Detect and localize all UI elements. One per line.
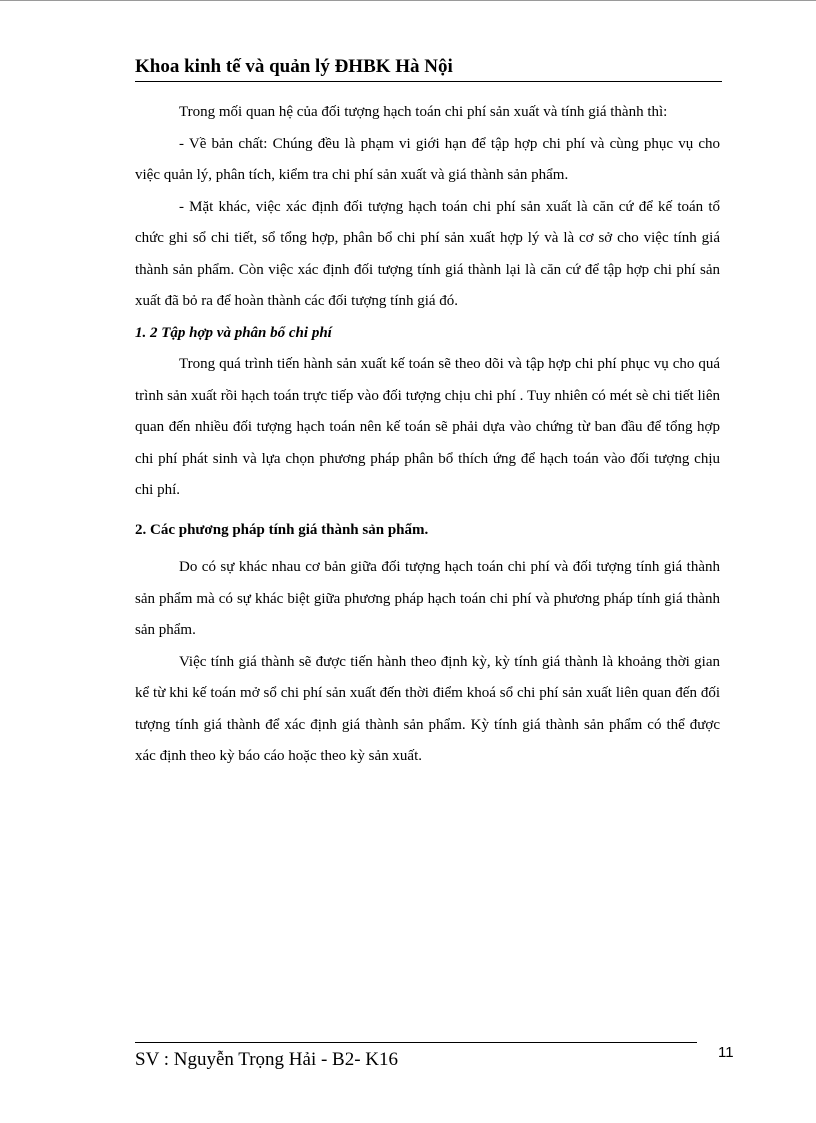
- document-body: [135, 97, 720, 773]
- footer-author: SV : Nguyễn Trọng Hải - B2- K16: [135, 1049, 399, 1070]
- paragraph-other-hand: - Mặt khác, việc xác định đối tượng hạch toán chi phí sản xuất là căn cứ để kế toán tổ chức ghi sổ chi tiết, sổ tổng hợp, phân bổ chi phí sản xuất hợp lý và là cơ sở cho việc tính giá thành sản phẩm. Còn việc xác định đối tượng tính giá thành lại là căn cứ để tập hợp chi phí sản xuất đã bỏ ra để hoàn thành các đối tượng tính giá đó.: [135, 198, 720, 309]
- section-heading-costing-methods: 2. Các phương pháp tính giá thành sản phẩm.: [135, 521, 429, 538]
- paragraph-costing-period: Việc tính giá thành sẽ được tiến hành theo định kỳ, kỳ tính giá thành là khoảng thời gian kể từ khi kế toán mở sổ chi phí sản xuất đến thời điểm khoá sổ chi phí sản xuất liên quan đến đối tượng tính giá thành để xác định giá thành sản phẩm. Kỳ tính giá thành sản phẩm có thể được xác định theo kỳ báo cáo hoặc theo kỳ sản xuất.: [135, 653, 720, 764]
- footer-divider: [135, 1042, 697, 1043]
- paragraph-cost-collection: Trong quá trình tiến hành sản xuất kế toán sẽ theo dõi và tập hợp chi phí phục vụ cho quá trình sản xuất rồi hạch toán trực tiếp vào đối tượng chịu chi phí . Tuy nhiên có mét sè chi tiết liên quan đến nhiều đối tượng hạch toán nên kế toán sẽ phải dựa vào chứng từ ban đầu để tổng hợp chi phí phát sinh và lựa chọn phương pháp phân bổ thích ứng để hạch toán vào đối tượng chịu chi phí.: [135, 356, 720, 498]
- section-heading-cost-allocation: 1. 2 Tập hợp và phân bổ chi phí: [135, 324, 332, 341]
- header-divider: [135, 81, 722, 82]
- paragraph-nature: - Về bản chất: Chúng đều là phạm vi giới hạn để tập hợp chi phí và cùng phục vụ cho việc quản lý, phân tích, kiểm tra chi phí sản xuất và giá thành sản phẩm.: [135, 135, 720, 183]
- paragraph-relationship: Trong mối quan hệ của đối tượng hạch toán chi phí sản xuất và tính giá thành thì:: [179, 104, 668, 120]
- paragraph-differences: Do có sự khác nhau cơ bản giữa đối tượng hạch toán chi phí và đối tượng tính giá thành sản phẩm mà có sự khác biệt giữa phương pháp hạch toán chi phí và phương pháp tính giá thành sản phẩm.: [135, 559, 720, 638]
- page-header-title: Khoa kinh tế và quản lý ĐHBK Hà Nội: [135, 56, 453, 77]
- page-number: 11: [718, 1044, 734, 1061]
